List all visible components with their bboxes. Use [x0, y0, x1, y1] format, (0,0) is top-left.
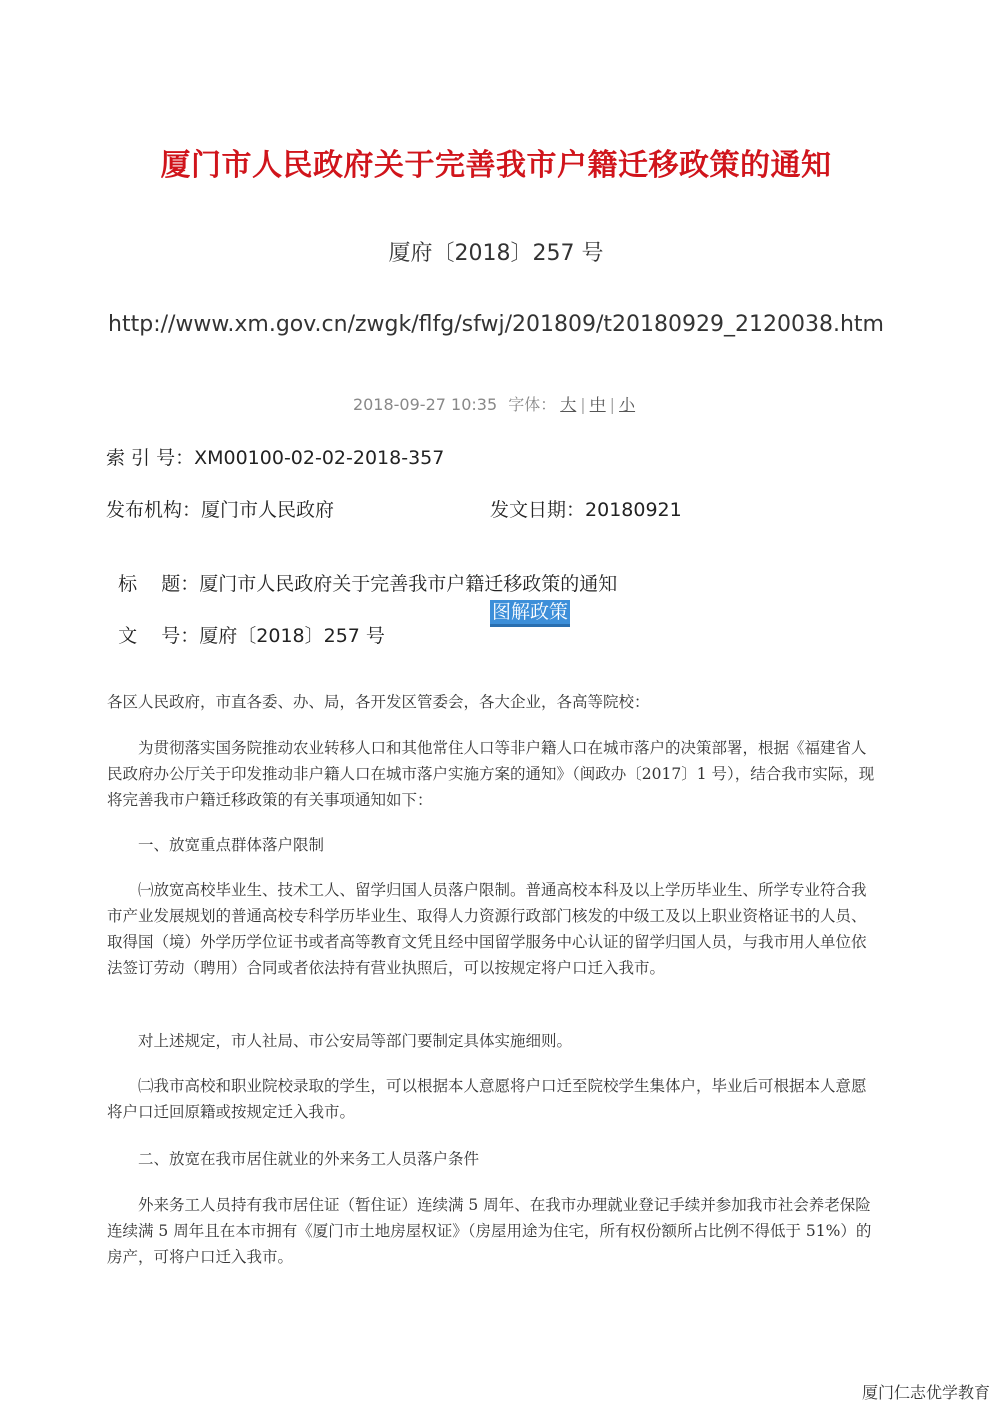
font-size-label: 字体： [508, 395, 557, 414]
dateline [0, 392, 992, 415]
font-size-medium-link[interactable]: 中 [589, 395, 606, 414]
paragraph-students: ㈡我市高校和职业院校录取的学生，可以根据本人意愿将户口迁至院校学生集体户，毕业后可根据本人意愿将户口迁回原籍或按规定迁入我市。 [107, 1077, 867, 1121]
paragraph-graduates: ㈠放宽高校毕业生、技术工人、留学归国人员落户限制。普通高校本科及以上学历毕业生、所学专业符合我市产业发展规划的普通高校专科学历毕业生、取得人力资源行政部门核发的中级工及以上职业资格证书的人员、取得国（境）外学历学位证书或者高等教育文凭且经中国留学服务中心认证的留学归国人员，与我市用人单位依法签订劳动（聘用）合同或者依法持有营业执照后，可以按规定将户口迁入我市。 [107, 881, 867, 977]
font-size-small-link[interactable]: 小 [619, 395, 636, 414]
watermark: 厦门仁志优学教育 [861, 1383, 990, 1402]
separator: | [580, 395, 586, 414]
publisher-label: 发布机构： [106, 499, 202, 521]
document-number-value: 厦府〔2018〕257 号 [199, 625, 385, 647]
salutation: 各区人民政府，市直各委、办、局，各开发区管委会，各大企业，各高等院校： [107, 693, 650, 711]
issue-date-row [490, 495, 682, 522]
paragraph-implementation: 对上述规定，市人社局、市公安局等部门要制定具体实施细则。 [138, 1032, 573, 1050]
document-number-label: 文 号： [118, 625, 200, 647]
separator: | [609, 395, 616, 414]
subject-value: 厦门市人民政府关于完善我市户籍迁移政策的通知 [199, 573, 618, 595]
index-number-row [106, 443, 444, 470]
document-number-row [106, 599, 385, 648]
subject-row [106, 547, 617, 596]
section-heading-1: 一、放宽重点群体落户限制 [138, 836, 325, 854]
index-number-label: 索 引 号： [106, 447, 195, 469]
paragraph-intro: 为贯彻落实国务院推动农业转移人口和其他常住人口等非户籍人口在城市落户的决策部署，根据《福建省人民政府办公厅关于印发推动非户籍人口在城市落户实施方案的通知》（闽政办〔2017〕1 号），结合我市实际，现将完善我市户籍迁移政策的有关事项通知如下： [107, 739, 875, 809]
publisher-value: 厦门市人民政府 [201, 499, 335, 521]
source-url: http://www.xm.gov.cn/zwgk/flfg/sfwj/201809/t20180929_2120038.htm [108, 312, 884, 337]
publish-datetime: 2018-09-27 10:35 [352, 395, 498, 414]
section-heading-2: 二、放宽在我市居住就业的外来务工人员落户条件 [138, 1150, 480, 1168]
font-size-large-link[interactable]: 大 [560, 395, 577, 414]
policy-graphic-row [490, 597, 570, 624]
issue-date-label: 发文日期： [490, 499, 586, 521]
index-number-value: XM00100-02-02-2018-357 [194, 447, 445, 469]
subject-label: 标 题： [118, 573, 200, 595]
policy-graphic-link[interactable]: 图解政策 [490, 600, 570, 627]
document-number-heading: 厦府〔2018〕257 号 [388, 241, 604, 266]
publisher-row [106, 495, 334, 522]
paragraph-migrant-workers: 外来务工人员持有我市居住证（暂住证）连续满 5 周年、在我市办理就业登记手续并参加我市社会养老保险连续满 5 周年且在本市拥有《厦门市土地房屋权证》（房屋用途为住宅，所有权份额所占比例不得低于 51%）的房产，可将户口迁入我市。 [107, 1196, 872, 1266]
page-title: 厦门市人民政府关于完善我市户籍迁移政策的通知 [160, 148, 832, 183]
issue-date-value: 20180921 [585, 499, 682, 521]
